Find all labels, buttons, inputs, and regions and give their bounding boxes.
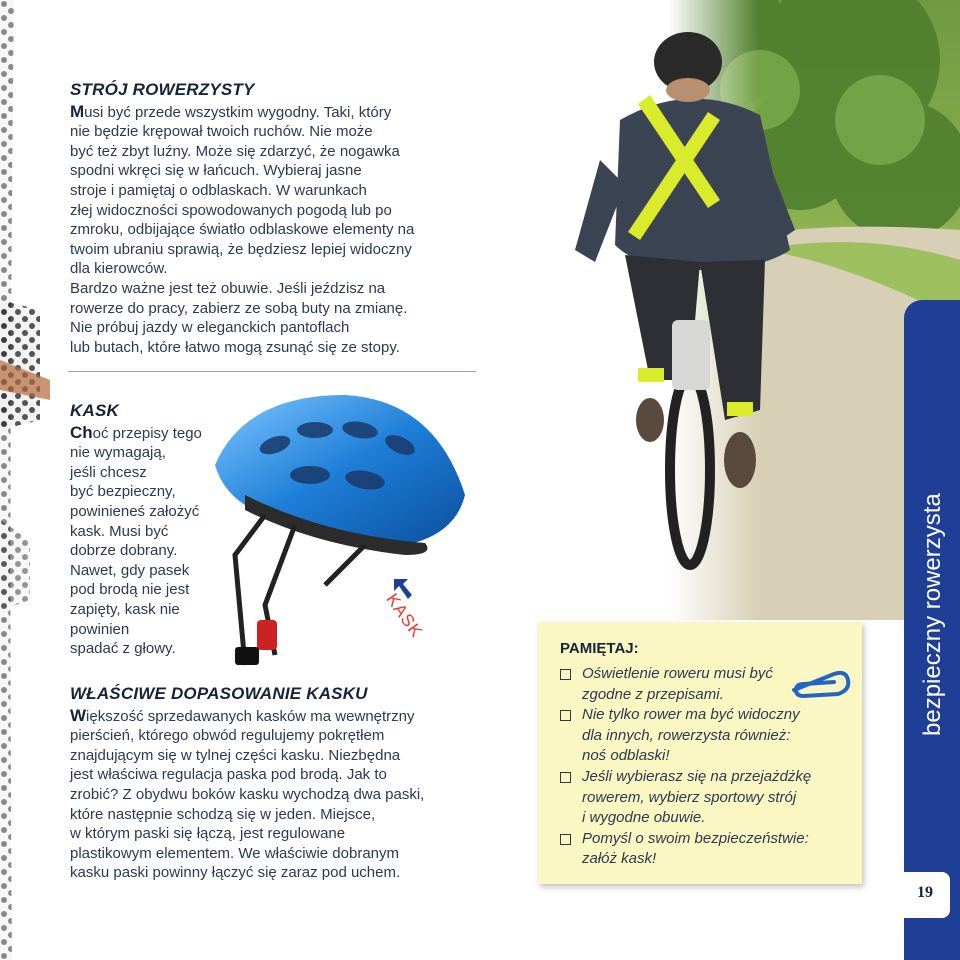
section-fit-text: iększość sprzedawanych kasków ma wewnętrzny pierścień, którego obwód regulujemy pokrętłem znajdującym się w tylnej części kasku. Niezbędna jest właściwa regulacja paska pod brodą. Jak to zrobić? Z obydwu boków kasku wychodzą dwa paski, które następnie schodzą się w jeden. Miejsce, w którym paski się łączą, jest regulowane plastikowym elementem. We właściwie dobranym kasku paski powinny łączyć się zaraz pod uchem. xyxy=(70,707,425,882)
section-outfit-heading: STRÓJ ROWERZYSTY xyxy=(70,80,255,99)
note-item: Pomyśl o swoim bezpieczeństwie: załóż kask! xyxy=(560,829,856,870)
page-number: 19 xyxy=(917,884,933,901)
dropcap: Ch xyxy=(70,422,93,442)
section-fit-body xyxy=(70,706,480,883)
section-fit-heading: WŁAŚCIWE DOPASOWANIE KASKU xyxy=(70,684,368,703)
note-title: PAMIĘTAJ: xyxy=(560,640,639,657)
section-helmet-text: oć przepisy tego nie wymagają, jeśli chcesz być bezpieczny, powinieneś założyć kask. Musi być dobrze dobrany. Nawet, gdy pasek pod brodą nie jest zapięty, kask nie powinien spadać z głowy. xyxy=(70,424,202,658)
dropcap: M xyxy=(70,101,85,121)
dropcap: W xyxy=(70,705,87,725)
remember-note xyxy=(538,622,862,884)
note-item: Nie tylko rower ma być widoczny dla innych, rowerzysta również: noś odblaski! xyxy=(560,705,856,767)
helmet-label: KASK xyxy=(382,590,427,642)
section-outfit xyxy=(70,80,480,357)
section-helmet-body xyxy=(70,423,220,659)
checkbox-icon xyxy=(560,710,571,721)
section-helmet xyxy=(70,401,220,659)
sidebar-title-text: bezpieczny rowerzysta xyxy=(919,493,946,736)
rope-decoration xyxy=(0,0,60,960)
note-item: Oświetlenie roweru musi być zgodne z przepisami. xyxy=(560,664,856,705)
section-outfit-text: usi być przede wszystkim wygodny. Taki, który nie będzie krępował twoich ruchów. Nie może być też zbyt luźny. Może się zdarzyć, że nogawka spodni wkręci się w łańcuch. Wybieraj jasne stroje i pamiętaj o odblaskach. W warunkach złej widoczności spowodowanych pogodą lub po zmroku, odbijające światło odblaskowe elementy na twoim ubraniu sprawią, że będziesz lepiej widoczny dla kierowców. xyxy=(70,103,415,278)
section-helmet-heading: KASK xyxy=(70,401,119,420)
section-divider xyxy=(68,371,476,372)
section-outfit-body xyxy=(70,102,480,279)
sidebar-title xyxy=(906,480,956,740)
note-item: Jeśli wybierasz się na przejażdżkę rowerem, wybierz sportowy strój i wygodne obuwie. xyxy=(560,767,856,829)
section-fit xyxy=(70,684,480,883)
checkbox-icon xyxy=(560,669,571,680)
section-outfit-body-2: Bardzo ważne jest też obuwie. Jeśli jeździsz na rowerze do pracy, zabierz ze sobą buty na zmianę. Nie próbuj jazdy w eleganckich pantoflach lub butach, które łatwo mogą zsunąć się ze stopy. xyxy=(70,279,408,356)
checkbox-icon xyxy=(560,834,571,845)
checkbox-icon xyxy=(560,772,571,783)
helmet-image xyxy=(205,385,470,675)
paperclip-icon xyxy=(788,664,852,704)
